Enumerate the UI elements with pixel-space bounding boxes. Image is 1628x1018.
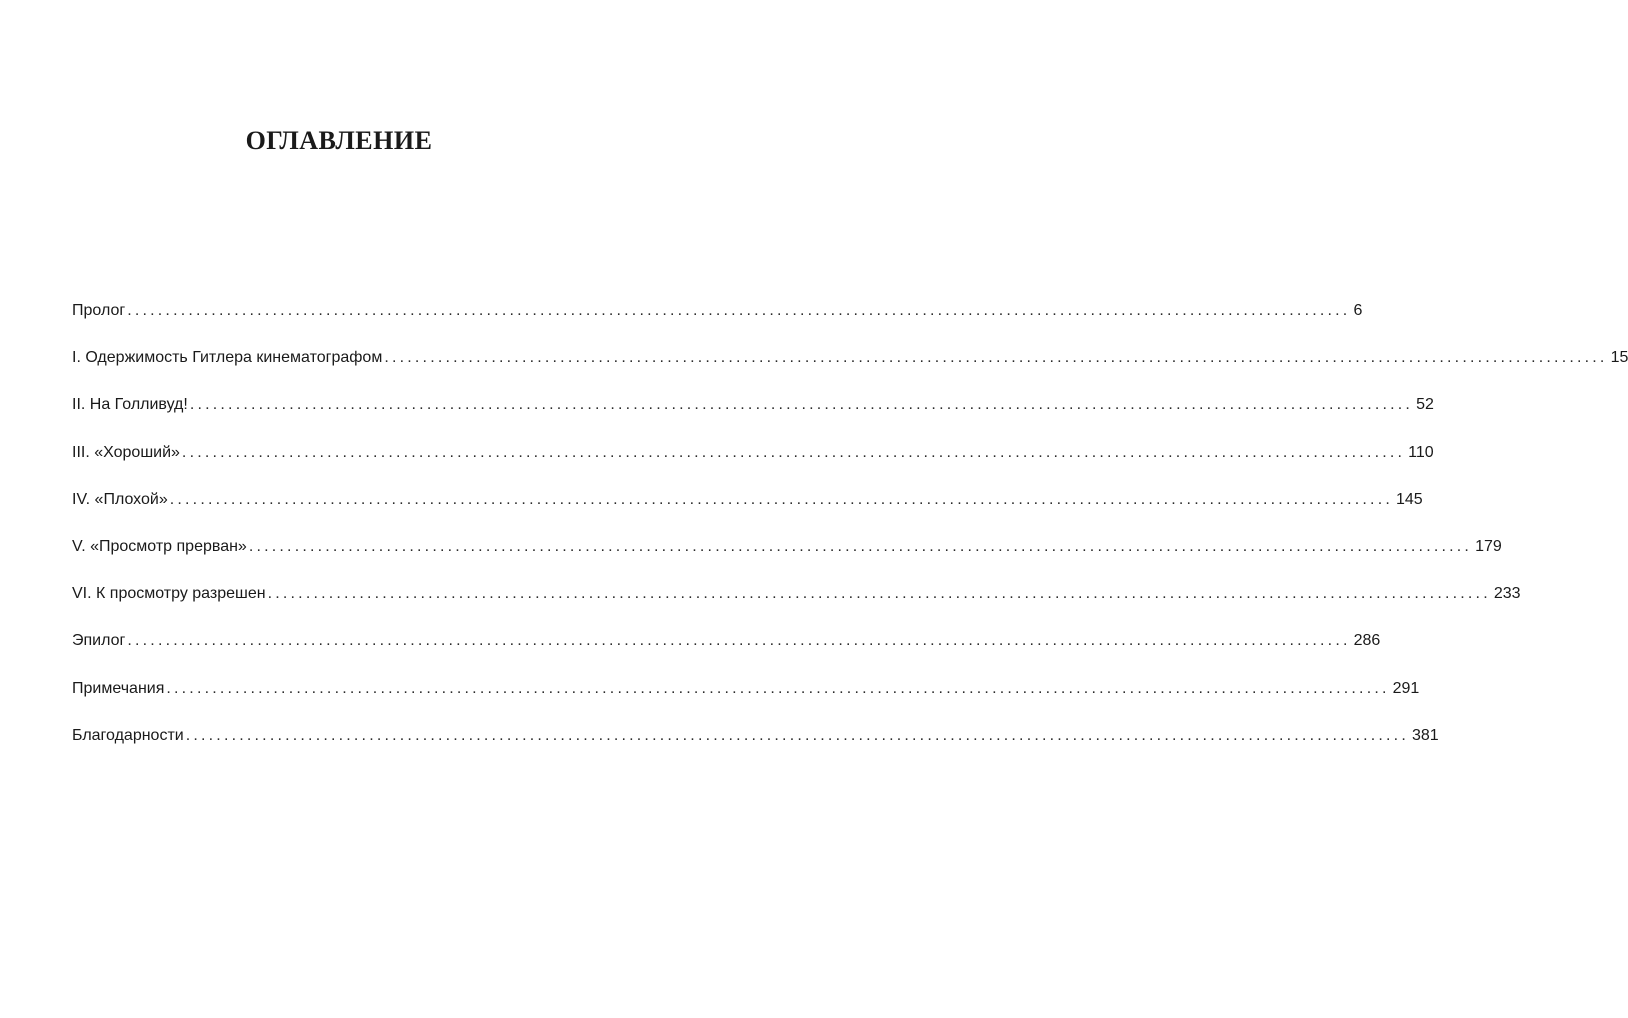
toc-entry-page: 233: [1493, 585, 1521, 603]
toc-entry: [72, 628, 1381, 675]
toc-entry-label: V. «Просмотр прерван»: [72, 537, 247, 555]
toc-entry: [72, 534, 1502, 581]
dot-leader: ................................................................................................................................................................: [185, 726, 1409, 744]
dot-leader: ................................................................................................................................................................: [127, 632, 1351, 650]
dot-leader: ................................................................................................................................................................: [127, 302, 1351, 319]
toc-entry-page: 179: [1475, 537, 1502, 555]
toc-entry-page: 15: [1610, 349, 1628, 367]
toc-entry-page: 52: [1416, 396, 1434, 414]
toc-entry: [72, 298, 1363, 345]
toc-entry-label: VI. К просмотру разрешен: [72, 585, 266, 603]
toc-entry-page: 145: [1395, 490, 1423, 508]
toc-entry: [72, 345, 1628, 392]
toc-entry-label: III. «Хороший»: [72, 443, 180, 461]
toc-entry-page: 110: [1408, 443, 1434, 461]
dot-leader: ................................................................................................................................................................: [169, 490, 1393, 508]
toc-entry-label: Эпилог: [72, 632, 126, 650]
dot-leader: ................................................................................................................................................................: [384, 349, 1608, 367]
dot-leader: ................................................................................................................................................................: [267, 585, 1491, 603]
toc-entry: [72, 392, 1434, 439]
toc-entry-page: 286: [1353, 632, 1381, 650]
dot-leader: ................................................................................................................................................................: [181, 443, 1406, 461]
toc-entry: [72, 487, 1423, 534]
toc-entry-label: II. На Голливуд!: [72, 396, 188, 414]
table-of-contents: [72, 298, 1628, 770]
toc-entry-label: Пролог: [72, 302, 126, 319]
toc-entry-page: 6: [1353, 302, 1363, 319]
toc-entry: [72, 676, 1420, 723]
toc-entry-page: 381: [1411, 726, 1439, 744]
dot-leader: ................................................................................................................................................................: [166, 679, 1390, 697]
toc-entry-label: I. Одержимость Гитлера кинематографом: [72, 349, 383, 367]
toc-entry: [72, 723, 1439, 770]
dot-leader: ................................................................................................................................................................: [189, 396, 1414, 414]
toc-entry-label: Примечания: [72, 679, 165, 697]
toc-entry: [72, 581, 1521, 628]
toc-entry-page: 291: [1392, 679, 1420, 697]
toc-entry: [72, 440, 1434, 487]
toc-entry-label: Благодарности: [72, 726, 184, 744]
page-title: ОГЛАВЛЕНИЕ: [245, 126, 433, 155]
toc-entry-label: IV. «Плохой»: [72, 490, 168, 508]
dot-leader: ................................................................................................................................................................: [248, 537, 1473, 555]
